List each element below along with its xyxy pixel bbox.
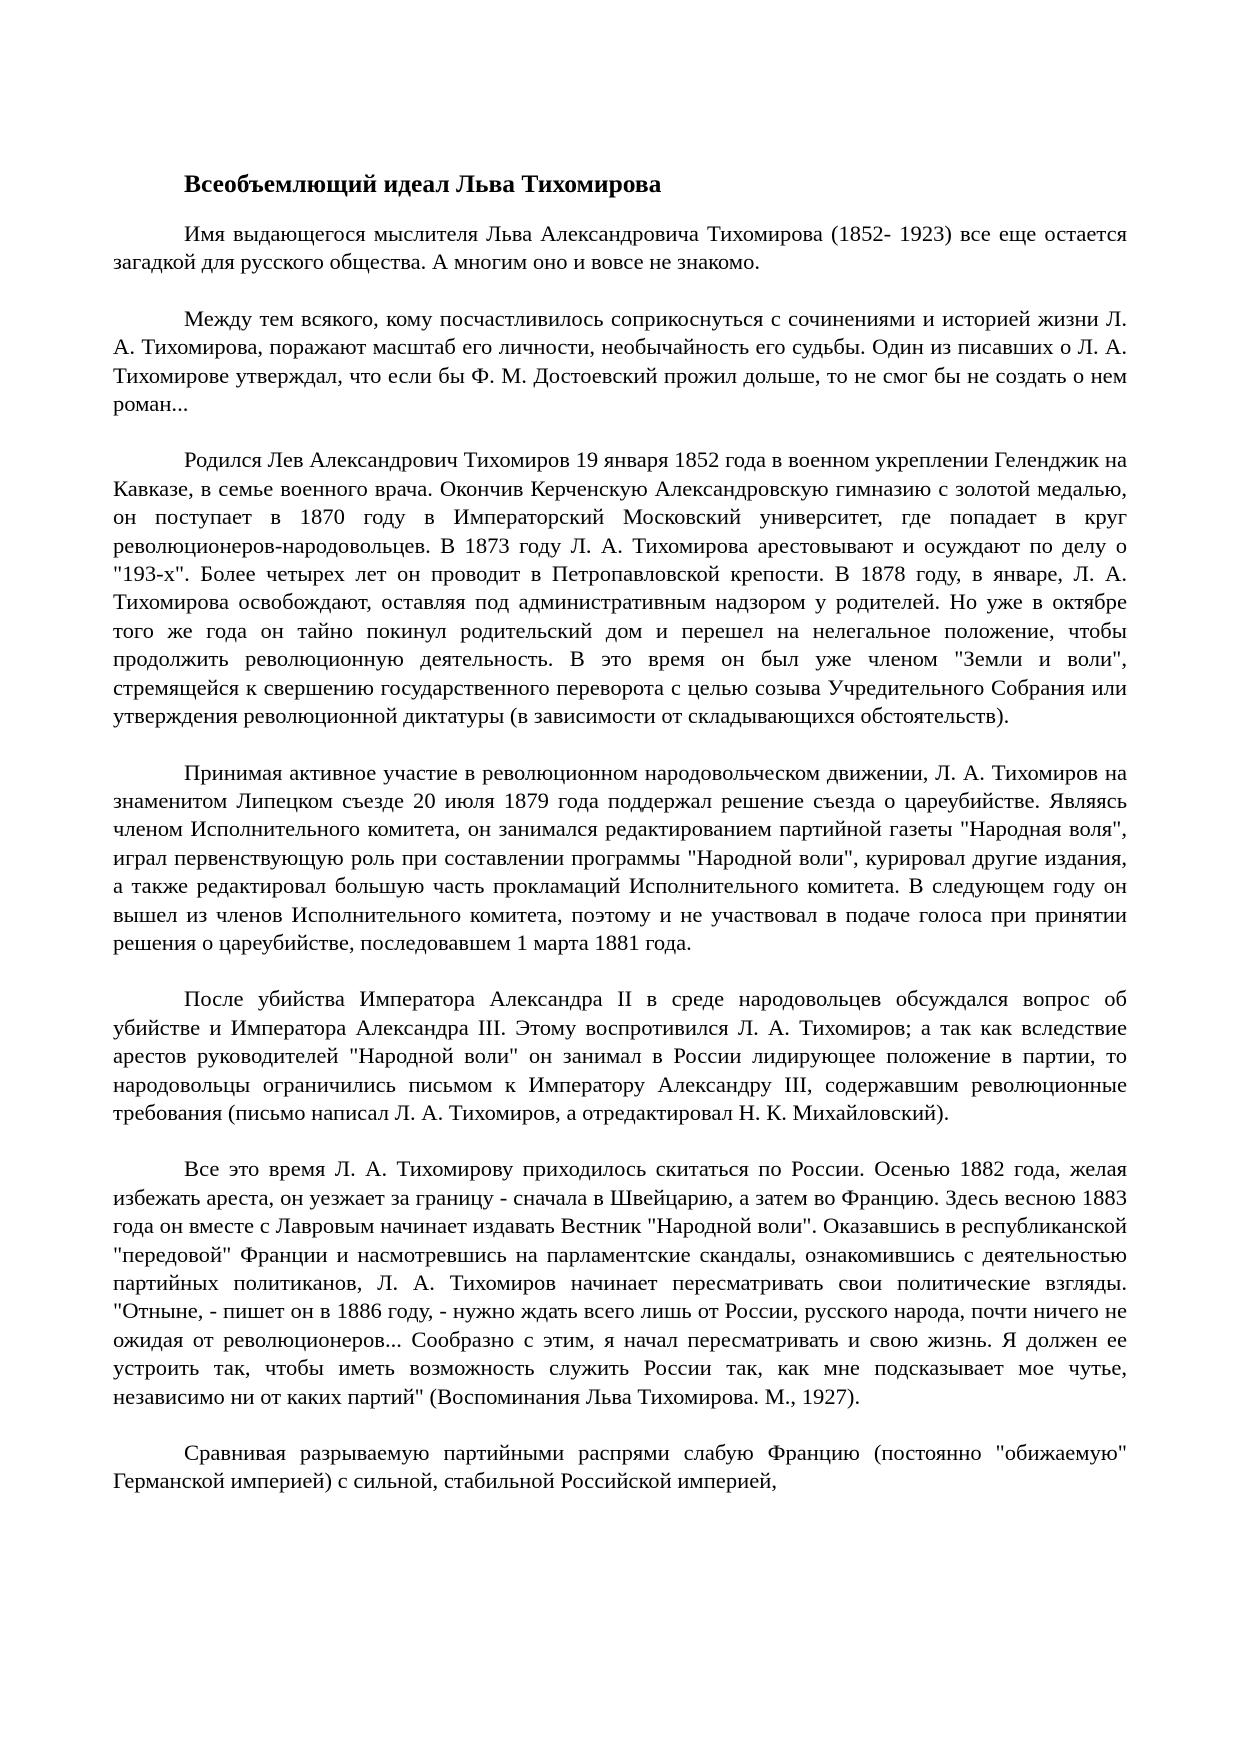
paragraph-5: После убийства Императора Александра II в среде народовольцев обсуждался вопрос об убийстве и Императора Александра III. Этому воспротивился Л. А. Тихомиров; а так как вследствие арестов руководителей "Народной воли" он занимал в России лидирующее положение в партии, то народовольцы ограничились письмом к Императору Александру III, содержавшим революционные требования (письмо написал Л. А. Тихомиров, а отредактировал Н. К. Михайловский). [113, 986, 1127, 1125]
paragraph-1: Имя выдающегося мыслителя Льва Александровича Тихомирова (1852- 1923) все еще остается загадкой для русского общества. А многим оно и вовсе не знакомо. [113, 221, 1127, 275]
document-title: Всеобъемлющий идеал Льва Тихомирова [184, 169, 662, 198]
paragraph-2: Между тем всякого, кому посчастливилось соприкоснуться с сочинениями и историей жизни Л. А. Тихомирова, поражают масштаб его личности, необычайность его судьбы. Один из писавших о Л. А. Тихомирове утверждал, что если бы Ф. М. Достоевский прожил дольше, то не смог бы не создать о нем роман... [113, 305, 1127, 417]
paragraph-6: Все это время Л. А. Тихомирову приходилось скитаться по России. Осенью 1882 года, желая избежать ареста, он уезжает за границу - сначала в Швейцарию, а затем во Францию. Здесь весною 1883 года он вместе с Лавровым начинает издавать Вестник "Народной воли". Оказавшись в республиканской "передовой" Франции и насмотревшись на парламентские скандалы, ознакомившись с деятельностью партийных политиканов, Л. А. Тихомиров начинает пересматривать свои политические взгляды. "Отныне, - пишет он в 1886 году, - нужно ждать всего лишь от России, русского народа, почти ничего не ожидая от революционеров... Сообразно с этим, я начал пересматривать и свою жизнь. Я должен ее устроить так, чтобы иметь возможность служить России так, как мне подсказывает мое чутье, независимо ни от каких партий" (Воспоминания Льва Тихомирова. М., 1927). [113, 1156, 1127, 1409]
paragraph-4: Принимая активное участие в революционном народовольческом движении, Л. А. Тихомиров на знаменитом Липецком съезде 20 июля 1879 года поддержал решение съезда о цареубийстве. Являясь членом Исполнительного комитета, он занимался редактированием партийной газеты "Народная воля", играл первенствующую роль при составлении программы "Народной воли", курировал другие издания, а также редактировал большую часть прокламаций Исполнительного комитета. В следующем году он вышел из членов Исполнительного комитета, поэтому и не участвовал в подаче голоса при принятии решения о цареубийстве, последовавшем 1 марта 1881 года. [113, 759, 1127, 955]
paragraph-3: Родился Лев Александрович Тихомиров 19 января 1852 года в военном укреплении Геленджик на Кавказе, в семье военного врача. Окончив Керченскую Александровскую гимназию с золотой медалью, он поступает в 1870 году в Императорский Московский университет, где попадает в круг революционеров-народовольцев. В 1873 году Л. А. Тихомирова арестовывают и осуждают по делу о "193-х". Более четырех лет он проводит в Петропавловской крепости. В 1878 году, в январе, Л. А. Тихомирова освобождают, оставляя под административным надзором у родителей. Но уже в октябре того же года он тайно покинул родительский дом и перешел на нелегальное положение, чтобы продолжить революционную деятельность. В это время он был уже членом "Земли и воли", стремящейся к свершению государственного переворота с целью созыва Учредительного Собрания или утверждения революционной диктатуры (в зависимости от складывающихся обстоятельств). [113, 447, 1127, 729]
paragraph-7: Сравнивая разрываемую партийными распрями слабую Францию (постоянно "обижаемую" Германской империей) с сильной, стабильной Российской империей, [113, 1440, 1127, 1494]
document-page [113, 168, 1127, 1524]
